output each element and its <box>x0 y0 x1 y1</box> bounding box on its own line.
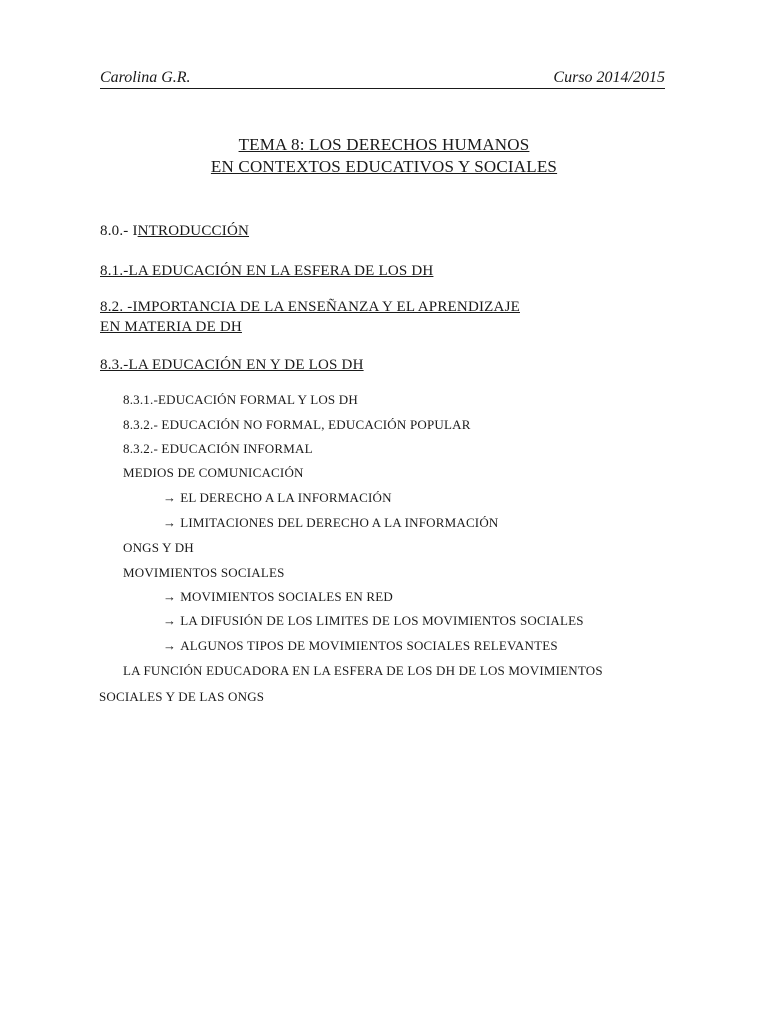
section-8-2-line-2: EN MATERIA DE DH <box>100 319 242 335</box>
arrow-item-label: LIMITACIONES DEL DERECHO A LA INFORMACIÓN <box>180 515 499 530</box>
bullet-funcion-line-2: SOCIALES Y DE LAS ONGS <box>99 689 265 704</box>
arrow-item-label: LA DIFUSIÓN DE LOS LIMITES DE LOS MOVIMIENTOS SOCIALES <box>180 613 584 628</box>
page-header <box>100 68 665 89</box>
subsection-8-3-2-b: 8.3.2.- EDUCACIÓN INFORMAL <box>123 441 313 456</box>
arrow-item-red <box>163 589 393 605</box>
title-line-2: EN CONTEXTOS EDUCATIVOS Y SOCIALES <box>210 157 558 176</box>
section-8-0 <box>100 222 249 240</box>
section-8-0-title: NTRODUCCIÓN <box>137 223 250 239</box>
bullet-funcion-line-1: LA FUNCIÓN EDUCADORA EN LA ESFERA DE LOS DH DE LOS MOVIMIENTOS <box>123 663 603 678</box>
bullet-movimientos: MOVIMIENTOS SOCIALES <box>123 565 285 580</box>
bullet-medios: MEDIOS DE COMUNICACIÓN <box>123 465 304 480</box>
arrow-item-limitaciones <box>163 515 499 531</box>
arrow-item-difusion <box>163 613 584 629</box>
subsection-8-3-1: 8.3.1.-EDUCACIÓN FORMAL Y LOS DH <box>123 392 358 407</box>
arrow-right-icon: → <box>163 490 177 505</box>
section-8-3: 8.3.-LA EDUCACIÓN EN Y DE LOS DH <box>100 357 364 373</box>
author-name: Carolina G.R. <box>100 69 191 86</box>
arrow-item-label: EL DERECHO A LA INFORMACIÓN <box>180 490 392 505</box>
arrow-right-icon: → <box>163 589 177 604</box>
document-title <box>0 134 768 178</box>
arrow-item-derecho <box>163 490 392 506</box>
arrow-item-label: MOVIMIENTOS SOCIALES EN RED <box>180 589 394 604</box>
arrow-right-icon: → <box>163 638 177 653</box>
section-8-0-prefix: 8.0.- I <box>100 223 138 239</box>
arrow-item-label: ALGUNOS TIPOS DE MOVIMIENTOS SOCIALES RELEVANTES <box>180 638 558 653</box>
arrow-right-icon: → <box>163 515 177 530</box>
bullet-ongs: ONGS Y DH <box>123 540 194 555</box>
arrow-item-tipos <box>163 638 558 654</box>
course-year: Curso 2014/2015 <box>553 69 665 86</box>
section-8-2-line-1: 8.2. -IMPORTANCIA DE LA ENSEÑANZA Y EL APRENDIZAJE <box>100 299 520 315</box>
subsection-8-3-2-a: 8.3.2.- EDUCACIÓN NO FORMAL, EDUCACIÓN POPULAR <box>123 417 471 432</box>
section-8-1: 8.1.-LA EDUCACIÓN EN LA ESFERA DE LOS DH <box>100 263 434 279</box>
title-line-1: TEMA 8: LOS DERECHOS HUMANOS <box>238 135 530 154</box>
arrow-right-icon: → <box>163 613 177 628</box>
